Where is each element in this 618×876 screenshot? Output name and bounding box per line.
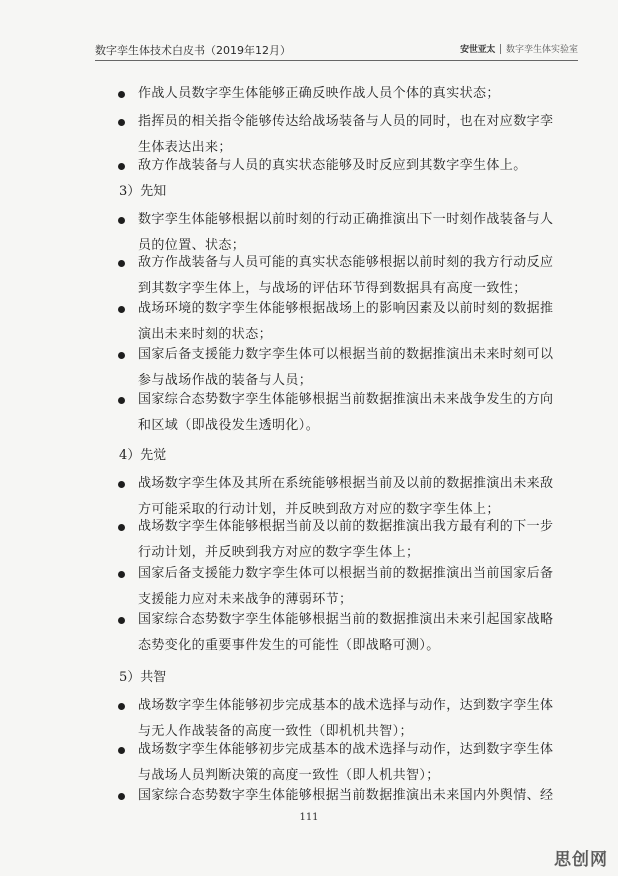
header-divider	[500, 44, 501, 54]
bullet-text-line: 参与战场作战的装备与人员；	[138, 373, 313, 388]
bullet-icon	[118, 793, 125, 800]
bullet-text-line: 行动计划，并反映到我方对应的数字孪生体上；	[138, 545, 420, 560]
bullet-icon	[118, 352, 125, 359]
bullet-icon	[118, 481, 125, 488]
bullet-text-line: 国家综合态势数字孪生体能够根据当前数据推演出未来战争发生的方向	[138, 392, 554, 407]
bullet-text-line: 方可能采取的行动计划，并反映到敌方对应的数字孪生体上；	[138, 502, 500, 517]
bullet-icon	[118, 617, 125, 624]
bullet-text-line: 战场数字孪生体及其所在系统能够根据当前及以前的数据推演出未来敌	[138, 476, 554, 491]
bullet-icon	[118, 524, 125, 531]
bullet-icon	[118, 397, 125, 404]
page-number: 111	[299, 812, 319, 823]
bullet-text-line: 作战人员数字孪生体能够正确反映作战人员个体的真实状态；	[138, 86, 500, 101]
section-heading: 3）先知	[119, 184, 167, 199]
bullet-text-line: 国家后备支援能力数字孪生体可以根据当前的数据推演出未来时刻可以	[138, 347, 554, 362]
bullet-icon	[118, 163, 125, 170]
bullet-text-line: 生体表达出来；	[138, 140, 232, 155]
bullet-text-line: 与无人作战装备的高度一致性（即机机共智）；	[138, 724, 413, 739]
bullet-text-line: 敌方作战装备与人员可能的真实状态能够根据以前时刻的我方行动反应	[138, 255, 554, 270]
bullet-text-line: 员的位置、状态；	[138, 238, 246, 253]
bullet-text-line: 战场数字孪生体能够初步完成基本的战术选择与动作，达到数字孪生体	[138, 698, 554, 713]
bullet-icon	[118, 703, 125, 710]
bullet-text-line: 支援能力应对未来战争的薄弱环节；	[138, 592, 353, 607]
bullet-text-line: 国家后备支援能力数字孪生体可以根据当前的数据推演出当前国家后备	[138, 566, 554, 581]
bullet-text-line: 指挥员的相关指令能够传达给战场装备与人员的同时，也在对应数字孪	[138, 114, 554, 129]
bullet-text-line: 演出未来时刻的状态；	[138, 327, 273, 342]
section-heading: 5）共智	[119, 670, 167, 685]
bullet-icon	[118, 747, 125, 754]
bullet-icon	[118, 119, 125, 126]
bullet-text-line: 国家综合态势数字孪生体能够根据当前的数据推演出未来引起国家战略	[138, 612, 554, 627]
bullet-text-line: 国家综合态势数字孪生体能够根据当前数据推演出未来国内外舆情、经	[138, 788, 554, 803]
bullet-icon	[118, 260, 125, 267]
bullet-text-line: 态势变化的重要事件发生的可能性（即战略可测）。	[138, 638, 440, 653]
bullet-text-line: 敌方作战装备与人员的真实状态能够及时反应到其数字孪生体上。	[138, 158, 527, 173]
section-heading: 4）先觉	[119, 448, 167, 463]
bullet-icon	[118, 91, 125, 98]
brand-logo: 安世亚太	[460, 45, 495, 55]
bullet-text-line: 到其数字孪生体上，与战场的评估环节得到数据具有高度一致性；	[138, 281, 527, 296]
header-lab-name: 数字孪生体实验室	[505, 45, 578, 55]
bullet-icon	[118, 571, 125, 578]
bullet-text-line: 战场数字孪生体能够根据当前及以前的数据推演出我方最有利的下一步	[138, 519, 554, 534]
page-header	[95, 40, 578, 61]
bullet-text-line: 与战场人员判断决策的高度一致性（即人机共智）；	[138, 768, 440, 783]
bullet-text-line: 数字孪生体能够根据以前时刻的行动正确推演出下一时刻作战装备与人	[138, 212, 554, 227]
bullet-text-line: 战场环境的数字孪生体能够根据战场上的影响因素及以前时刻的数据推	[138, 301, 554, 316]
bullet-text-line: 和区域（即战役发生透明化）。	[138, 418, 320, 433]
bullet-text-line: 战场数字孪生体能够初步完成基本的战术选择与动作，达到数字孪生体	[138, 742, 554, 757]
bullet-icon	[118, 217, 125, 224]
header-brand	[460, 42, 578, 55]
header-title: 数字孪生体技术白皮书（2019年12月）	[95, 44, 291, 57]
bullet-icon	[118, 306, 125, 313]
corner-watermark: 思创网	[554, 850, 608, 870]
